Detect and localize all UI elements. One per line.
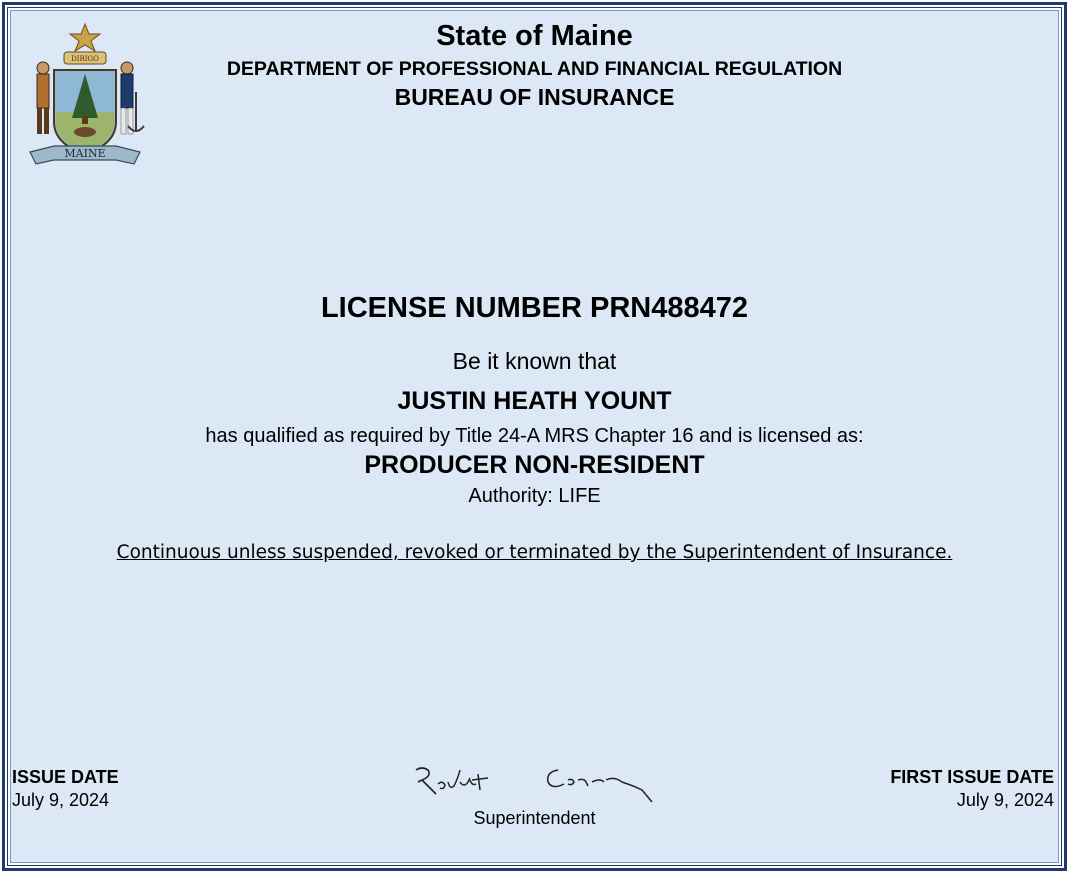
license-type: PRODUCER NON-RESIDENT (364, 451, 705, 479)
department-title: DEPARTMENT OF PROFESSIONAL AND FINANCIAL REGULATION (226, 58, 843, 80)
superintendent-signature (408, 760, 660, 810)
continuity-statement: Continuous unless suspended, revoked or terminated by the Superintendent of Insurance. (116, 542, 953, 563)
issue-date-value: July 9, 2024 (12, 790, 110, 810)
seal-text: MAINE (64, 147, 106, 160)
bureau-title: BUREAU OF INSURANCE (394, 84, 675, 110)
license-number: LICENSE NUMBER PRN488472 (320, 292, 749, 324)
intro-text: Be it known that (452, 348, 617, 374)
signature-title: Superintendent (473, 808, 596, 828)
license-holder-name: JUSTIN HEATH YOUNT (397, 387, 672, 415)
svg-text:DIRIGO: DIRIGO (71, 55, 99, 63)
qualification-text: has qualified as required by Title 24-A MRS Chapter 16 and is licensed as: (205, 425, 864, 447)
issue-date-label: ISSUE DATE (12, 767, 119, 787)
authority-line: Authority: LIFE (468, 485, 601, 507)
state-title: State of Maine (436, 20, 633, 52)
first-issue-date-label: FIRST ISSUE DATE (890, 767, 1054, 787)
first-issue-date-value: July 9, 2024 (956, 790, 1054, 810)
